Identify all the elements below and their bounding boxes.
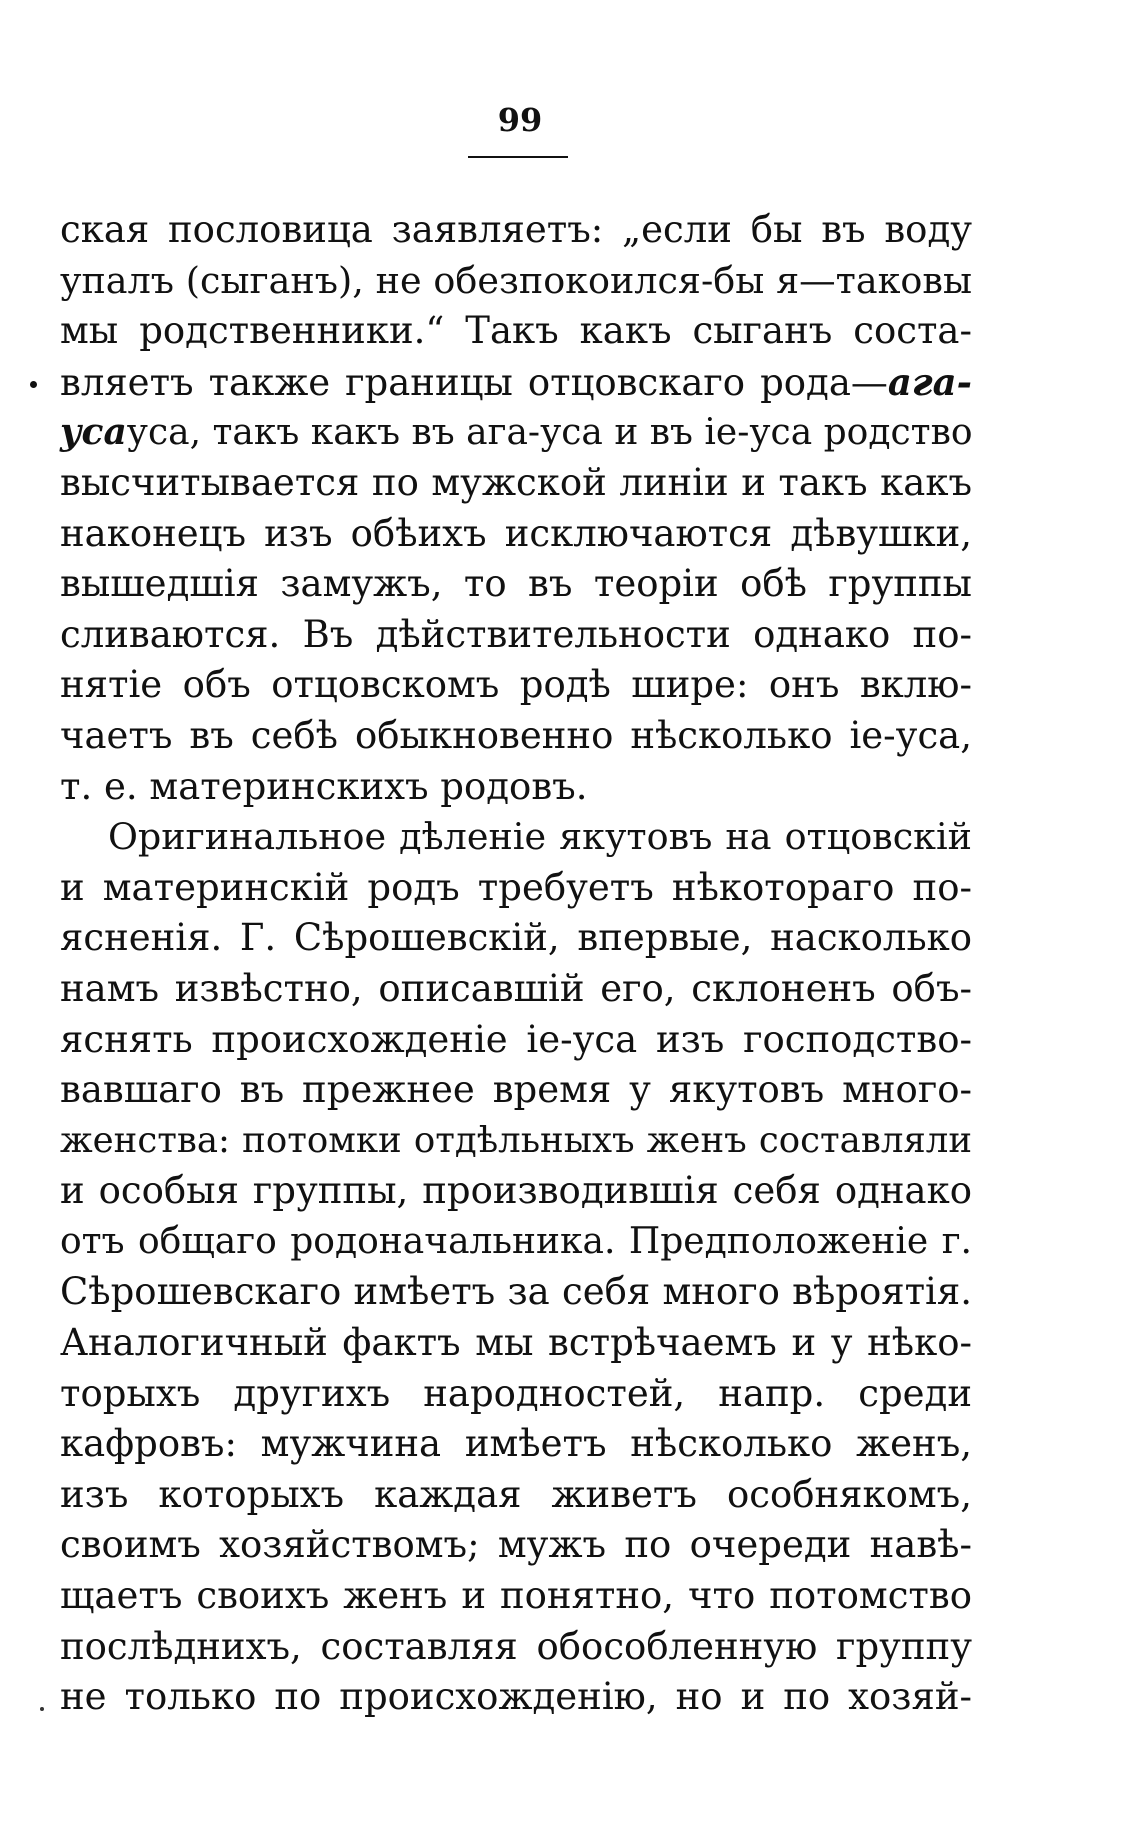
text-line: женства: потомки отдѣльныхъ женъ составляли: [60, 1119, 972, 1161]
text-line: т. е. материнскихъ родовъ.: [60, 764, 588, 808]
text-line-part: вляетъ также границы отцовскаго рода—: [60, 360, 888, 404]
body-text: [60, 205, 972, 1723]
text-line: вавшаго въ прежнее время у якутовъ много-: [60, 1068, 972, 1112]
text-line: яснять происхожденіе іе-уса изъ господство-: [60, 1017, 972, 1061]
page-number-rule: [468, 156, 568, 158]
text-line: щаетъ своихъ женъ и понятно, что потомство: [60, 1574, 972, 1618]
text-line: [60, 407, 972, 458]
text-line: Оригинальное дѣленіе якутовъ на отцовскій: [108, 815, 972, 859]
text-line: чаетъ въ себѣ обыкновенно нѣсколько іе-уса,: [60, 713, 972, 757]
margin-speck-mark: [40, 1707, 44, 1711]
text-line: и материнскій родъ требуетъ нѣкотораго по-: [60, 865, 972, 909]
text-line-part: уса, такъ какъ въ ага-уса и въ іе-уса родство: [126, 412, 973, 454]
text-line: намъ извѣстно, описавшій его, склоненъ объ-: [60, 966, 972, 1010]
text-line: не только по происхожденію, но и по хозяй-: [60, 1675, 972, 1719]
text-line: наконецъ изъ обѣихъ исключаются дѣвушки,: [60, 511, 972, 555]
text-line: мы родственники.“ Такъ какъ сыганъ соста-: [60, 309, 972, 353]
text-line: кафровъ: мужчина имѣетъ нѣсколько женъ,: [60, 1422, 972, 1466]
text-line: сливаются. Въ дѣйствительности однако по-: [60, 612, 972, 656]
text-line: послѣднихъ, составляя обособленную группу: [60, 1624, 972, 1668]
text-line: Сѣрошевскаго имѣетъ за себя много вѣроятія.: [60, 1270, 972, 1314]
text-line: и особыя группы, производившія себя однако: [60, 1169, 972, 1213]
text-line: упалъ (сыганъ), не обезпокоился-бы я—таковы: [60, 258, 972, 302]
text-line: торыхъ другихъ народностей, напр. среди: [60, 1371, 972, 1415]
text-line: своимъ хозяйствомъ; мужъ по очереди навѣ-: [60, 1523, 972, 1567]
text-line: Аналогичный фактъ мы встрѣчаемъ и у нѣко-: [60, 1321, 972, 1365]
text-line: нятіе объ отцовскомъ родѣ шире: онъ вклю-: [60, 663, 972, 707]
italic-term: уса: [60, 411, 127, 454]
italic-term: ага-: [887, 359, 972, 404]
text-line: ская пословица заявляетъ: „если бы въ воду: [60, 208, 972, 251]
text-line: ясненія. Г. Сѣрошевскій, впервые, насколько: [60, 916, 972, 960]
text-line: высчитывается по мужской линіи и такъ какъ: [60, 460, 972, 504]
text-line: отъ общаго родоначальника. Предположеніе г.: [60, 1220, 972, 1262]
text-line: [60, 357, 972, 408]
text-line: вышедшія замужъ, то въ теоріи обѣ группы: [60, 562, 972, 606]
margin-dot-mark: [30, 381, 37, 388]
page-number: 99: [497, 101, 543, 139]
text-line: изъ которыхъ каждая живетъ особнякомъ,: [60, 1472, 972, 1516]
